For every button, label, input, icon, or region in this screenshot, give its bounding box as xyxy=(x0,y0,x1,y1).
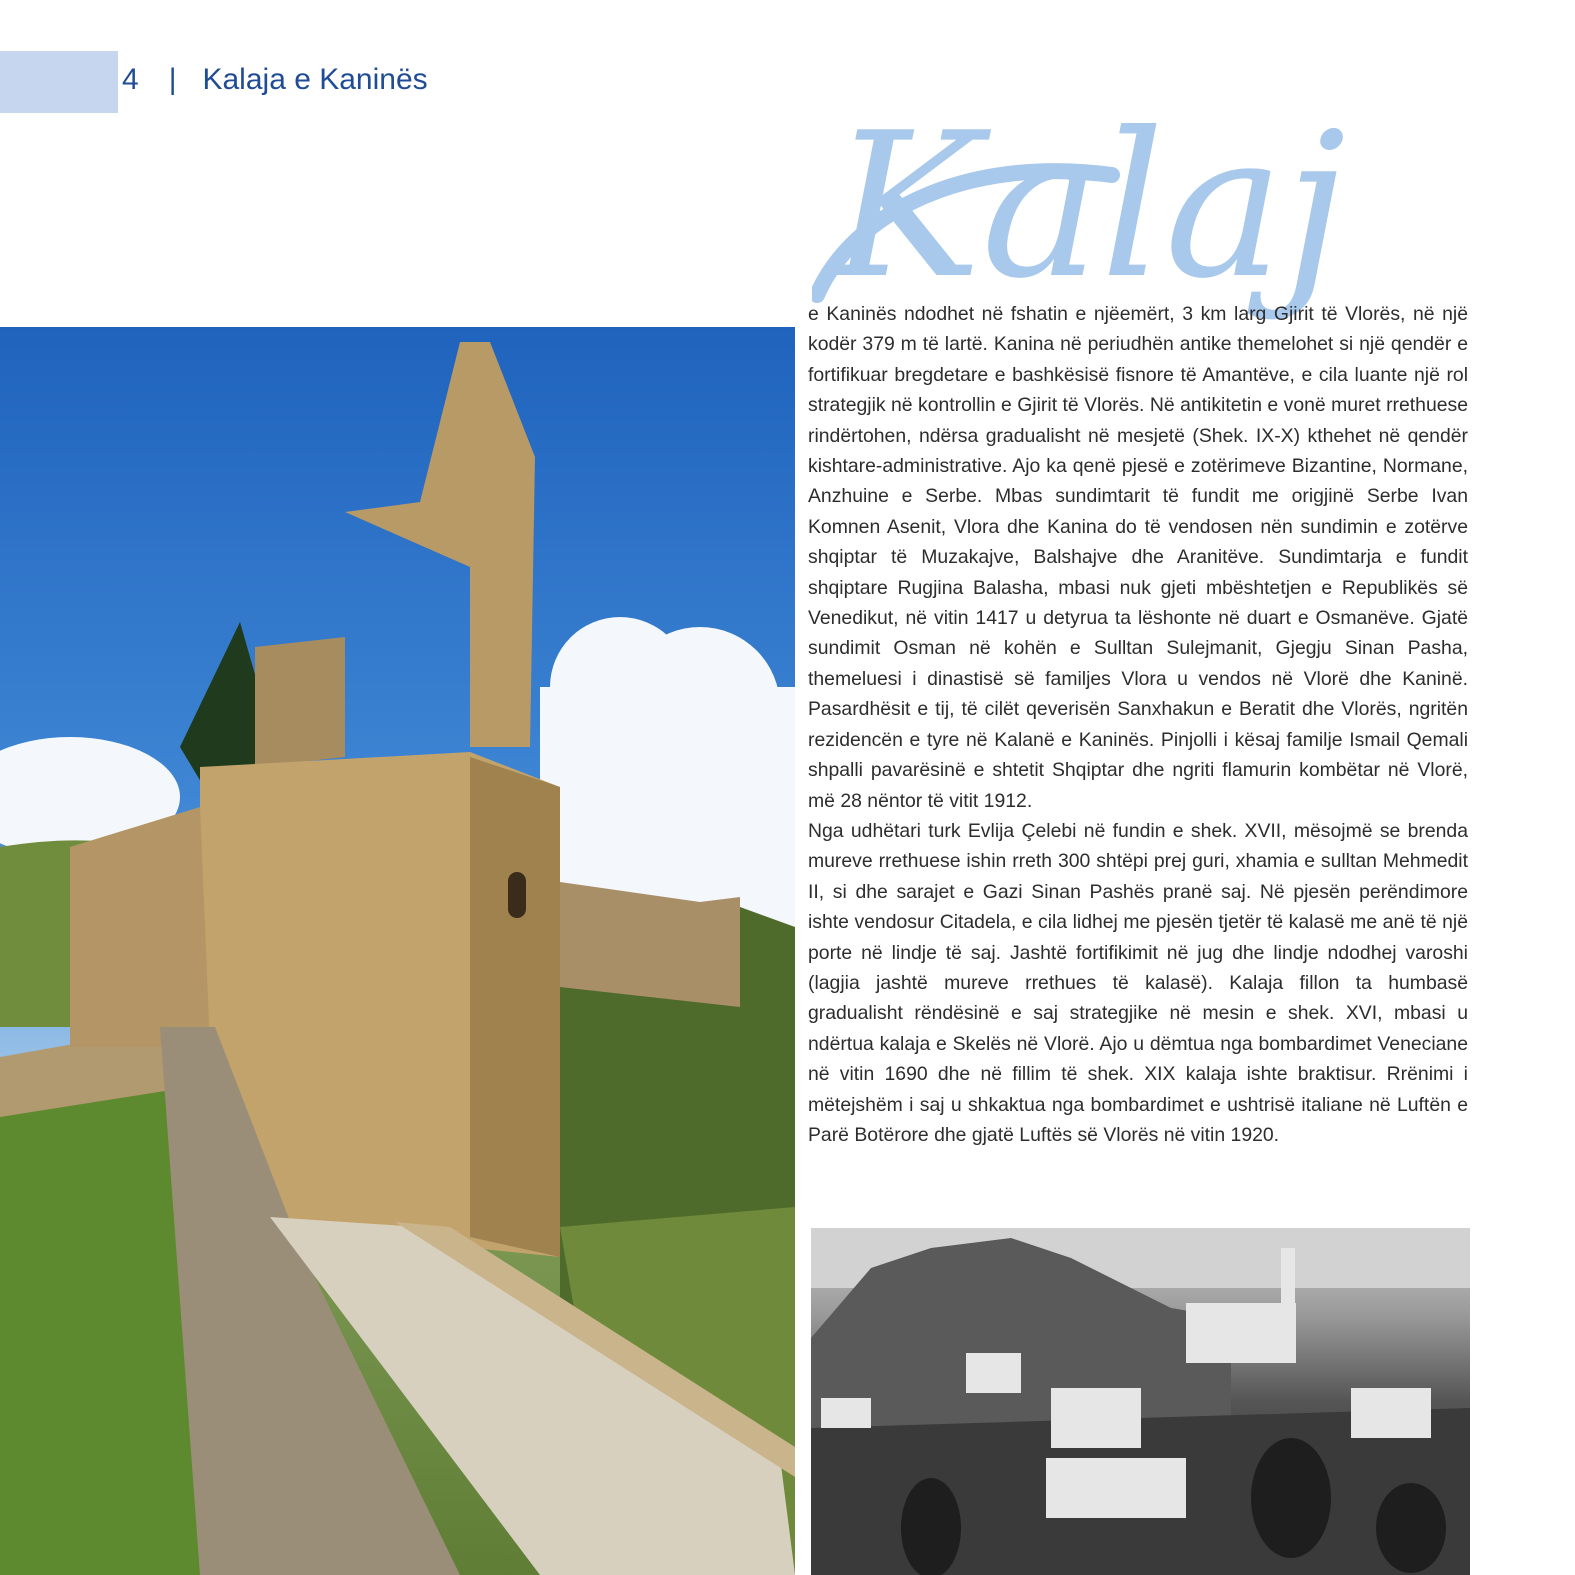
castle-tower-photo xyxy=(0,327,795,1575)
historic-town-photo xyxy=(811,1228,1470,1575)
header-separator: | xyxy=(168,63,177,96)
header-color-tab xyxy=(0,51,118,113)
running-header xyxy=(122,58,428,102)
section-title: Kalaja e Kaninës xyxy=(202,63,428,96)
paragraph-1: e Kaninës ndodhet në fshatin e njëemërt, 3 km larg Gjirit të Vlorës, në një kodër 379 m të lartë. Kanina në periudhën antike themelohet si një qendër e fortifikuar bregdetare e bashkësisë fisnore të Amantëve, e cila luante një rol strategjik në kontrollin e Gjirit të Vlorës. Në antikitetin e vonë muret rrethuese rindërtohen, ndërsa gradualisht në mesjetë (Shek. IX-X) kthehet në qendër kishtare-administrative. Ajo ka qenë pjesë e zotërimeve Bizantine, Normane, Anzhuine e Serbe. Mbas sundimtarit të fundit me origjinë Serbe Ivan Komnen Asenit, Vlora dhe Kanina do të vendosen nën sundimin e zotërve shqiptar të Muzakajve, Balshajve dhe Aranitëve. Sundimtarja e fundit shqiptare Rugjina Balasha, mbasi nuk gjeti mbështetjen e Republikës së Venedikut, në vitin 1417 u detyrua ta lëshonte në duart e Osmanëve. Gjatë sundimit Osman në kohën e Sulltan Sulejmanit, Gjegju Sinan Pasha, themeluesi i dinastisë së familjes Vlora u vendos në Vlorë dhe Kaninë. Pasardhësit e tij, të cilët qeverisën Sanxhakun e Beratit dhe Vlorës, ngritën rezidencën e tyre në Kalanë e Kaninës. Pinjolli i kësaj familje Ismail Qemali shpalli pavarësinë e shtetit Shqiptar dhe ngriti flamurin kombëtar në Vlorë, më 28 nëntor të vitit 1912. xyxy=(808,303,1468,812)
paragraph-2: Nga udhëtari turk Evlija Çelebi në fundin e shek. XVII, mësojmë se brenda mureve rrethuese ishin rreth 300 shtëpi prej guri, xhamia e sulltan Mehmedit II, si dhe sarajet e Gazi Sinan Pashës pranë saj. Në pjesën perëndimore ishte vendosur Citadela, e cila lidhej me pjesën tjetër të kalasë me anë të një porte në lindje të saj. Jashtë fortifikimit në jug dhe lindje ndodhej varoshi (lagjia jashtë mureve rrethues të kalasë). Kalaja fillon ta humbasë gradualisht rëndësinë e saj strategjike në mesin e shek. XVI, mbasi u ndërtua kalaja e Skelës në Vlorë. Ajo u dëmtua nga bombardimet Veneciane në vitin 1690 dhe në fillim të shek. XIX kalaja ishte braktisur. Rrënimi i mëtejshëm i saj u shkaktua nga bombardimet e ushtrisë italiane në Luftën e Parë Botërore dhe gjatë Luftës së Vlorës në vitin 1920. xyxy=(808,819,1468,1146)
page-number: 4 xyxy=(122,63,139,96)
script-title-text: Kalaj xyxy=(832,95,1346,323)
article-body xyxy=(808,299,1468,1150)
